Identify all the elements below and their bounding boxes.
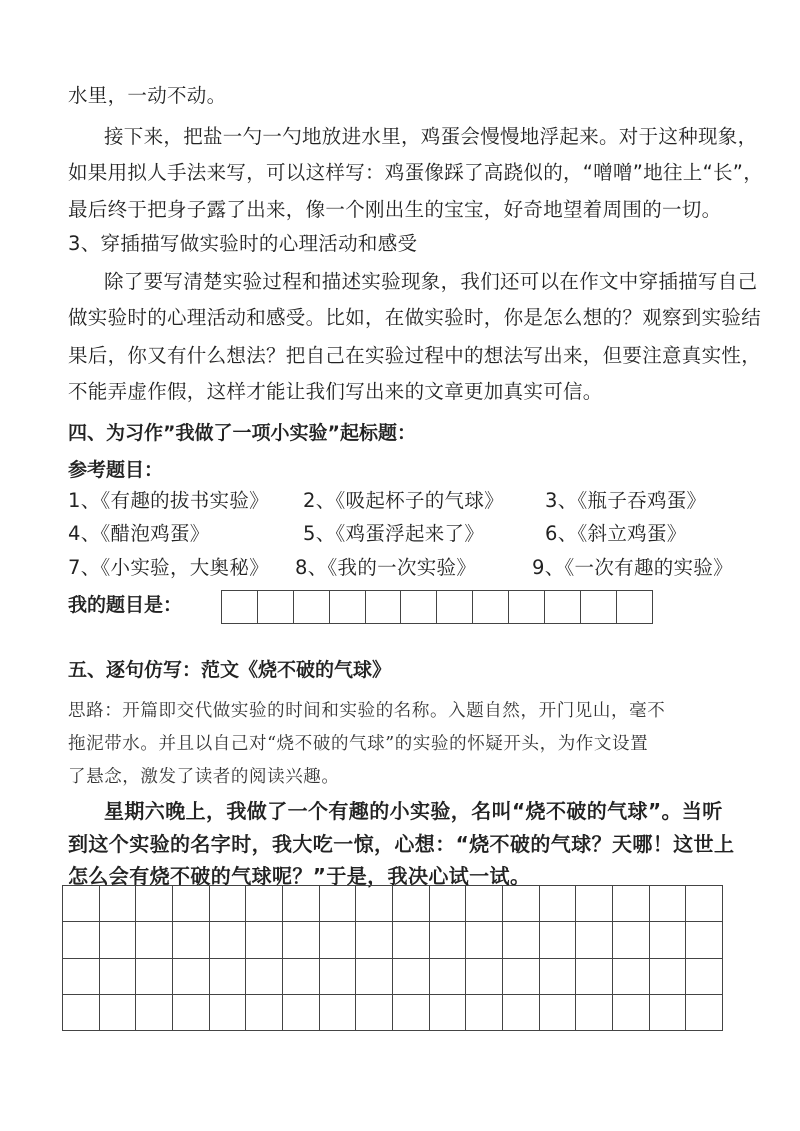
reference-title: 1、《有趣的拔书实验》: [68, 489, 269, 512]
reference-title: 9、《一次有趣的实验》: [532, 556, 733, 579]
answer-cell[interactable]: [365, 590, 402, 624]
point3-line: 果后，你又有什么想法？把自己在实验过程中的想法写出来，但要注意真实性，: [68, 344, 762, 367]
reference-title: 8、《我的一次实验》: [295, 556, 477, 579]
paragraph-line: 水里，一动不动。: [68, 84, 227, 107]
answer-cell[interactable]: [436, 590, 473, 624]
reference-title: 4、《醋泡鸡蛋》: [68, 522, 210, 545]
answer-cell[interactable]: [616, 590, 653, 624]
section5-title: 五、逐句仿写：范文《烧不破的气球》: [68, 659, 392, 681]
title-answer-boxes[interactable]: [222, 590, 653, 624]
grid-row: [63, 994, 723, 1030]
example-line: 星期六晚上，我做了一个有趣的小实验，名叫“烧不破的气球”。当听: [104, 799, 723, 823]
writing-grid[interactable]: [62, 885, 723, 1031]
thinking-line: 了悬念，激发了读者的阅读兴趣。: [68, 767, 340, 787]
answer-cell[interactable]: [544, 590, 581, 624]
paragraph-line: 接下来，把盐一勺一勺地放进水里，鸡蛋会慢慢地浮起来。对于这种现象，: [104, 125, 758, 148]
reference-title: 3、《瓶子吞鸡蛋》: [545, 489, 707, 512]
answer-cell[interactable]: [257, 590, 294, 624]
reference-title: 5、《鸡蛋浮起来了》: [303, 522, 485, 545]
grid-row: [63, 922, 723, 958]
point3-title: 3、穿插描写做实验时的心理活动和感受: [68, 232, 418, 255]
grid-row: [63, 886, 723, 922]
answer-cell[interactable]: [293, 590, 330, 624]
point3-line: 不能弄虚作假，这样才能让我们写出来的文章更加真实可信。: [68, 380, 603, 403]
thinking-line: 思路：开篇即交代做实验的时间和实验的名称。入题自然，开门见山，毫不: [68, 701, 666, 721]
my-title-label: 我的题目是：: [68, 594, 183, 616]
point3-line: 做实验时的心理活动和感受。比如，在做实验时，你是怎么想的？观察到实验结: [68, 306, 762, 329]
reference-title: 6、《斜立鸡蛋》: [545, 522, 687, 545]
reference-title: 7、《小实验，大奥秘》: [68, 556, 269, 579]
answer-cell[interactable]: [508, 590, 545, 624]
thinking-line: 拖泥带水。并且以自己对“烧不破的气球”的实验的怀疑开头，为作文设置: [68, 734, 649, 754]
answer-cell[interactable]: [400, 590, 437, 624]
reference-label: 参考题目：: [68, 459, 164, 481]
example-line: 到这个实验的名字时，我大吃一惊，心想：“烧不破的气球？天哪！这世上: [68, 832, 735, 856]
answer-cell[interactable]: [472, 590, 509, 624]
answer-cell[interactable]: [221, 590, 258, 624]
reference-title: 2、《吸起杯子的气球》: [303, 489, 504, 512]
paragraph-line: 如果用拟人手法来写，可以这样写：鸡蛋像踩了高跷似的，“噌噌”地往上“长”，: [68, 161, 764, 184]
section4-title: 四、为习作”我做了一项小实验”起标题：: [68, 422, 416, 444]
answer-cell[interactable]: [329, 590, 366, 624]
grid-row: [63, 958, 723, 994]
point3-line: 除了要写清楚实验过程和描述实验现象，我们还可以在作文中穿插描写自己: [104, 270, 758, 293]
answer-cell[interactable]: [580, 590, 617, 624]
paragraph-line: 最后终于把身子露了出来，像一个刚出生的宝宝，好奇地望着周围的一切。: [68, 198, 722, 221]
example-line: 怎么会有烧不破的气球呢？”于是，我决心试一试。: [68, 864, 531, 888]
